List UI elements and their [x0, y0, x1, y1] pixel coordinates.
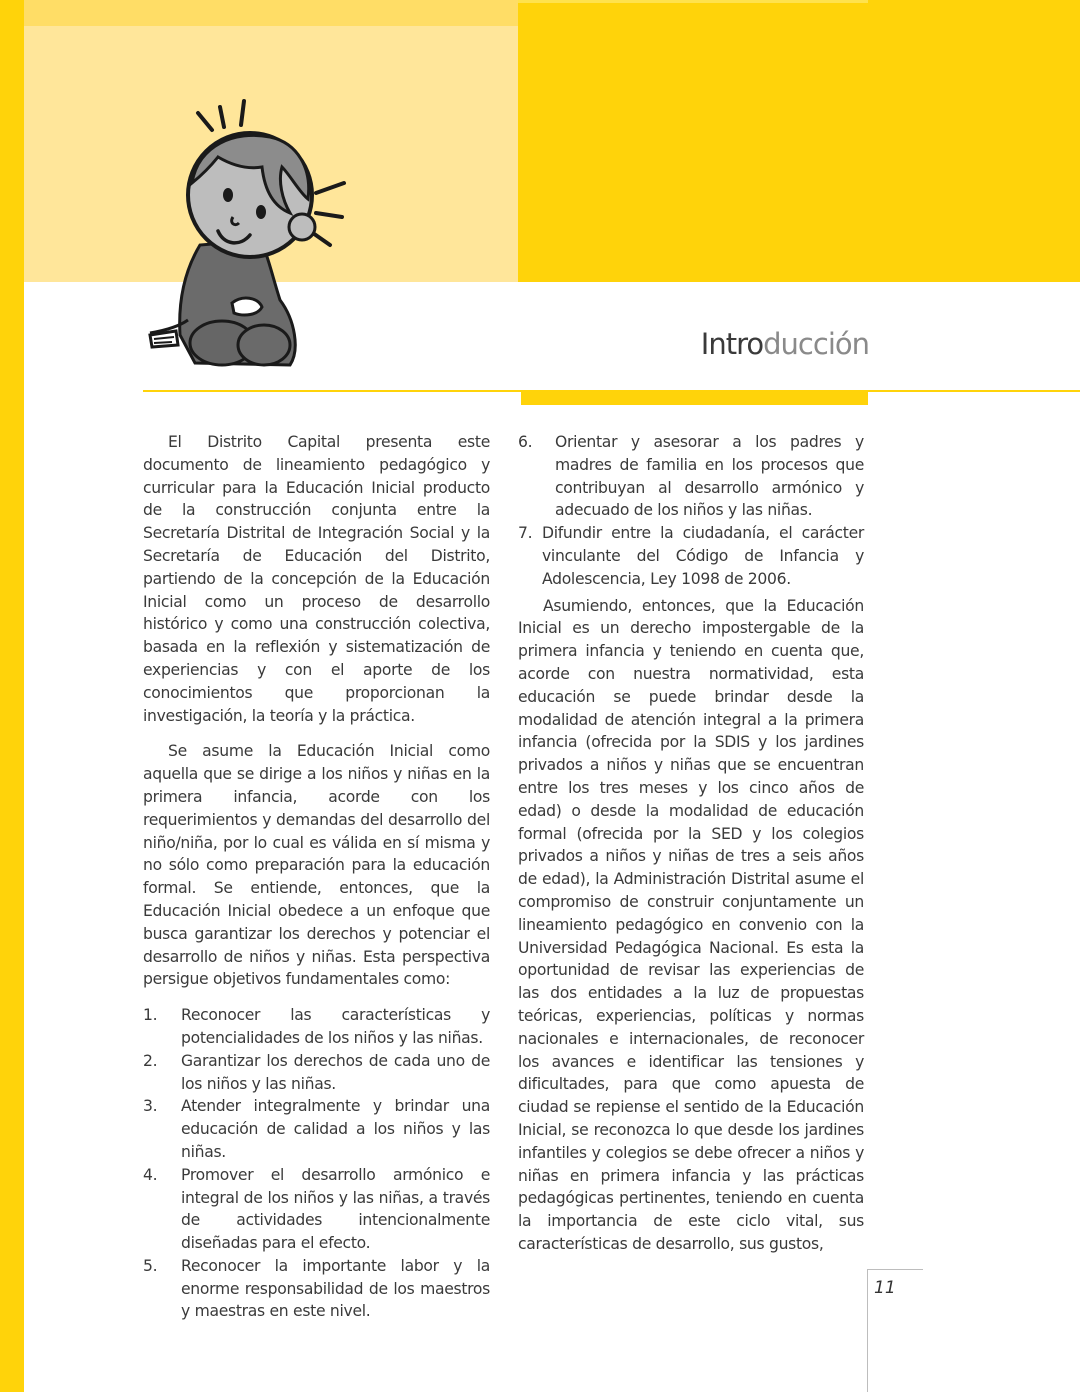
- list-text: Difundir entre la ciudadanía, el carácter vinculante del Código de Infancia y Adolescencia, Ley 1098 de 2006.: [542, 524, 864, 588]
- page-title: [701, 324, 869, 364]
- list-text: Orientar y asesorar a los padres y madres de familia en los procesos que contribuyan al desarrollo armónico y adecuado de los niños y las niñas.: [555, 433, 864, 520]
- page-number: 11: [874, 1278, 896, 1298]
- list-item: [518, 431, 864, 522]
- right-column: [518, 431, 864, 1256]
- list-number: 4.: [143, 1165, 158, 1184]
- list-number: 7.: [518, 524, 533, 543]
- list-item: [143, 1004, 490, 1050]
- list-item: [143, 1255, 490, 1323]
- list-number: 6.: [518, 433, 533, 451]
- objectives-list-continued: [518, 431, 864, 591]
- sidebar-accent-strip: [0, 0, 24, 1392]
- list-number: 5.: [143, 1256, 158, 1275]
- list-item: [143, 1164, 490, 1255]
- page-number-rule-side: [867, 1270, 868, 1392]
- page-number-rule-top: [867, 1269, 923, 1270]
- objectives-list: [143, 1004, 490, 1323]
- list-number: 1.: [143, 1006, 158, 1025]
- left-column: [143, 431, 490, 1323]
- title-part-light: ducción: [763, 327, 869, 361]
- list-number: 3.: [143, 1097, 158, 1116]
- child-sitting-illustration: [140, 95, 360, 375]
- list-number: 2.: [143, 1051, 158, 1070]
- list-text: Atender integralmente y brindar una educación de calidad a los niños y las niñas.: [181, 1097, 490, 1161]
- header-rule-tab: [521, 392, 868, 405]
- header-band-yellow: [518, 0, 1080, 282]
- list-text: Garantizar los derechos de cada uno de los niños y las niñas.: [181, 1051, 490, 1093]
- list-text: Promover el desarrollo armónico e integral de los niños y las niñas, a través de actividades intencionalmente diseñadas para el efecto.: [181, 1165, 490, 1253]
- list-item: [143, 1050, 490, 1096]
- title-part-dark: Intro: [700, 327, 764, 361]
- header-band-yellow-top: [518, 0, 868, 3]
- paragraph: Asumiendo, entonces, que la Educación Inicial es un derecho impostergable de la primera infancia y teniendo en cuenta que, acorde con nuestra normatividad, esta educación se puede brindar desde la modalidad de atención integral a la primera infancia (ofrecida por la SDIS y los jardines privados a niños y niñas que se encuentran entre los tres meses y los cinco años de edad) o desde la modalidad de educación formal (ofrecida por la SED y los colegios privados a niños y niñas de tres a seis años de edad), la Administración Distrital asume el compromiso de construir conjuntamente un lineamiento pedagógico en convenio con la Universidad Pedagógica Nacional. Es esta la oportunidad de revisar las experiencias de las dos entidades a la luz de propuestas teóricas, experiencias, políticas y normas nacionales e internacionales, de reconocer los avances e identificar las tensiones y dificultades, para que como apuesta de ciudad se repiense el sentido de la Educación Inicial, se reconozca lo que desde los jardines infantiles y colegios se debe ofrecer a niños y niñas en primera infancia y las prácticas pedagógicas pertinentes, teniendo en cuenta la importancia de este ciclo vital, sus características de desarrollo, sus gustos,: [518, 596, 864, 1253]
- list-item: [143, 1095, 490, 1163]
- paragraph: El Distrito Capital presenta este documento de lineamiento pedagógico y curricular para la Educación Inicial producto de la construcción conjunta entre la Secretaría Distrital de Integración Social y la Secretaría de Educación del Distrito, partiendo de la concepción de la Educación Inicial como un proceso de desarrollo histórico y como una construcción colectiva, basada en la reflexión y sistematización de experiencias y con el aporte de los conocimientos que proporcionan la investigación, la teoría y la práctica.: [143, 433, 490, 725]
- list-text: Reconocer la importante labor y la enorme responsabilidad de los maestros y maestras en este nivel.: [181, 1256, 490, 1321]
- header-band-light-top: [24, 0, 518, 26]
- list-item: [518, 522, 864, 590]
- list-text: Reconocer las características y potencialidades de los niños y las niñas.: [181, 1006, 490, 1047]
- paragraph: Se asume la Educación Inicial como aquella que se dirige a los niños y niñas en la primera infancia, acorde con los requerimientos y demandas del desarrollo del niño/niña, por lo cual es válida en sí misma y no sólo como preparación para la educación formal. Se entiende, entonces, que la Educación Inicial obedece a un enfoque que busca garantizar los derechos y potenciar el desarrollo de niños y niñas. Esta perspectiva persigue objetivos fundamentales como:: [143, 742, 490, 989]
